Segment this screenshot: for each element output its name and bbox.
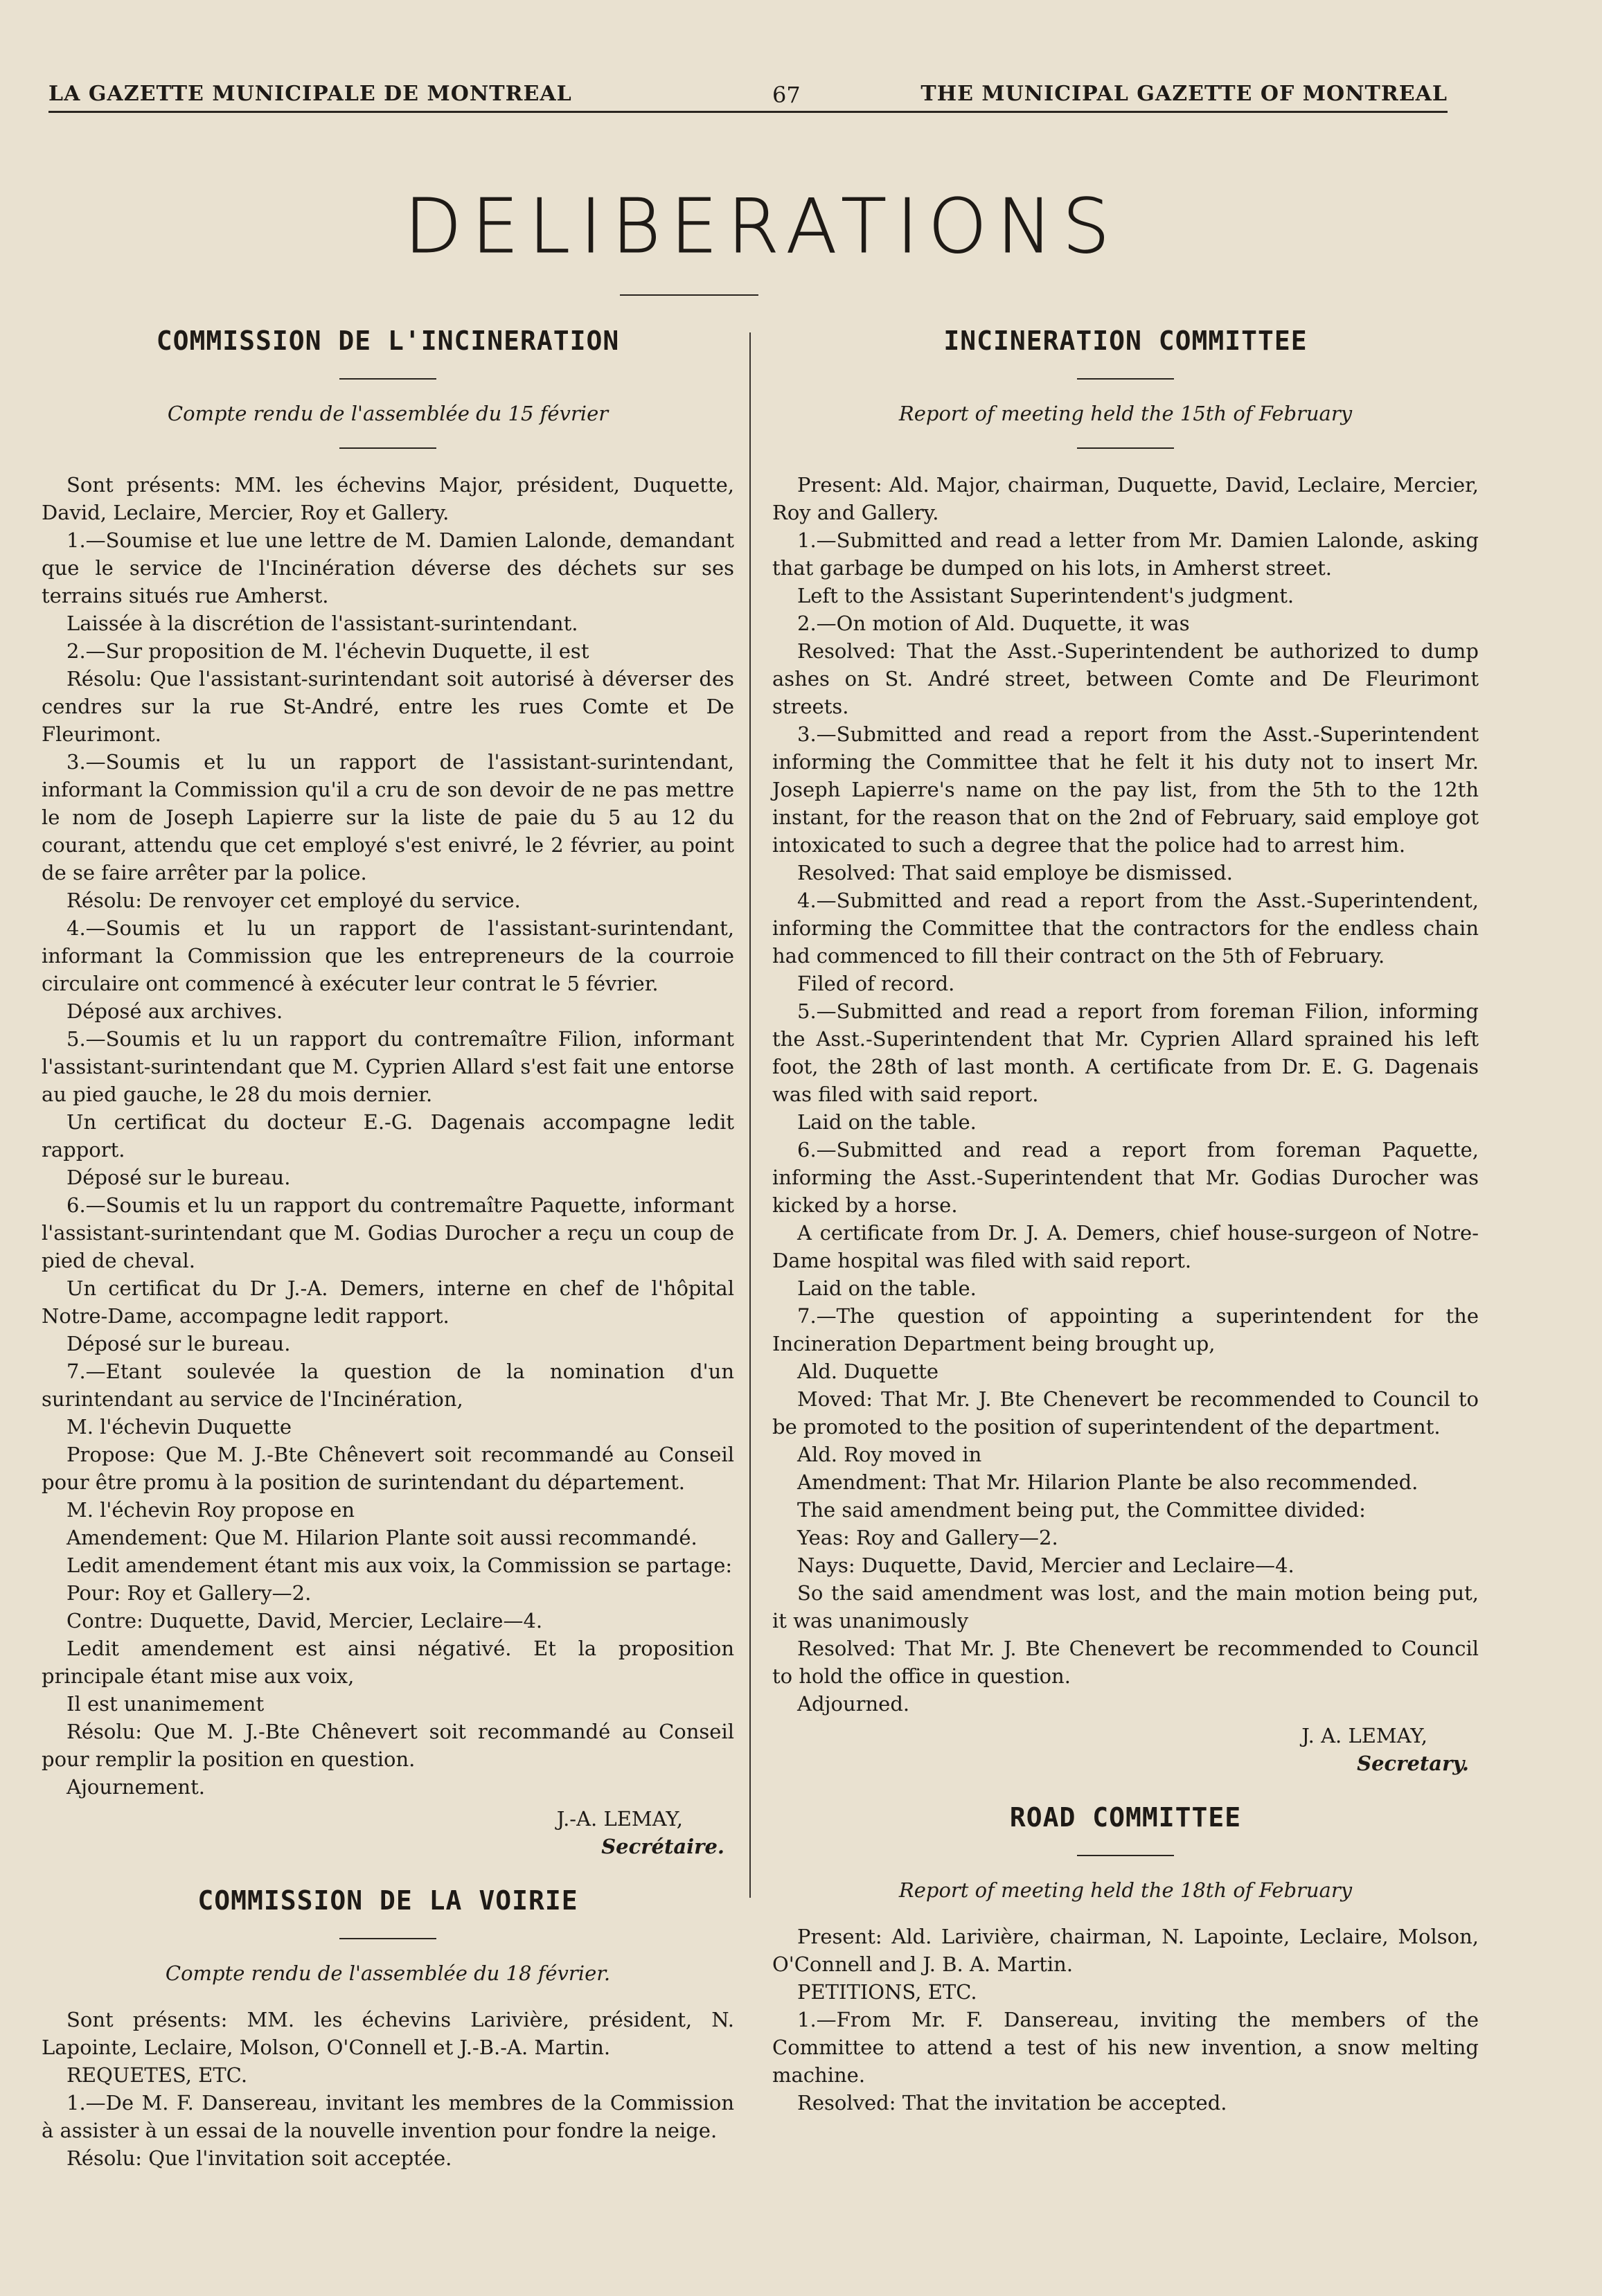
paragraph: Un certificat du Dr J.-A. Demers, interne en chef de l'hôpital Notre-Dame, accompagne ledit rapport. <box>42 1276 734 1328</box>
signature-role: Secrétaire. <box>601 1835 724 1858</box>
paragraph: Résolu: De renvoyer cet employé du service. <box>66 889 521 912</box>
paragraph: Resolved: That the Asst.-Superintendent be authorized to dump ashes on St. André street, between Comte and De Fleurimont streets. <box>772 639 1479 718</box>
english-column <box>772 326 1479 2117</box>
paragraph: Filed of record. <box>797 972 955 995</box>
section-subtitle: Report of meeting held the 18th of February <box>898 1878 1353 1902</box>
paragraph: Present: Ald. Major, chairman, Duquette, David, Leclaire, Mercier, Roy and Gallery. <box>772 473 1479 524</box>
paragraph: Ald. Duquette <box>797 1360 939 1383</box>
section-title: INCINERATION COMMITTEE <box>943 326 1308 356</box>
french-column <box>42 326 734 2172</box>
paragraph: PETITIONS, ETC. <box>797 1980 977 2004</box>
paragraph: Sont présents: MM. les échevins Major, président, Duquette, David, Leclaire, Mercier, Roy et Gallery. <box>42 473 734 524</box>
section-subtitle: Report of meeting held the 15th of February <box>898 402 1353 425</box>
paragraph: Pour: Roy et Gallery—2. <box>66 1581 312 1605</box>
paragraph: Propose: Que M. J.-Bte Chênevert soit recommandé au Conseil pour être promu à la position de surintendant du département. <box>42 1443 734 1494</box>
paragraph: Sont présents: MM. les échevins Larivière, président, N. Lapointe, Leclaire, Molson, O'Connell et J.-B.-A. Martin. <box>42 2008 734 2059</box>
paragraph: Yeas: Roy and Gallery—2. <box>797 1526 1058 1549</box>
paragraph: 7.—Etant soulevée la question de la nomination d'un surintendant au service de l'Incinération, <box>42 1360 734 1411</box>
paragraph: Déposé aux archives. <box>66 999 283 1023</box>
section-rule <box>1077 1855 1174 1856</box>
paragraph: 2.—On motion of Ald. Duquette, it was <box>797 612 1190 635</box>
paragraph: Il est unanimement <box>66 1692 265 1716</box>
paragraph: 4.—Submitted and read a report from the Asst.-Superintendent, informing the Committee that the contractors for the endless chain had commenced to fill their contract on the 5th of February. <box>772 889 1479 968</box>
title-rule <box>620 294 758 296</box>
paragraph: 1.—De M. F. Dansereau, invitant les membres de la Commission à assister à un essai de la nouvelle invention pour fondre la neige. <box>42 2091 734 2142</box>
section-subtitle: Compte rendu de l'assemblée du 15 février <box>167 402 609 425</box>
paragraph: Laid on the table. <box>797 1110 977 1134</box>
paragraph: 1.—From Mr. F. Dansereau, inviting the members of the Committee to attend a test of his new invention, a snow melting machine. <box>772 2008 1479 2087</box>
paragraph: 5.—Soumis et lu un rapport du contremaître Filion, informant l'assistant-surintendant que M. Cyprien Allard s'est fait une entorse au pied gauche, le 28 du mois dernier. <box>42 1027 734 1106</box>
paragraph: M. l'échevin Duquette <box>66 1415 292 1439</box>
section-rule <box>1077 378 1174 380</box>
section-body <box>42 2006 734 2172</box>
paragraph: Ledit amendement étant mis aux voix, la Commission se partage: <box>66 1554 733 1577</box>
section-body <box>772 1923 1479 2117</box>
section-incineration-fr <box>42 326 734 1860</box>
paragraph: 6.—Soumis et lu un rapport du contremaître Paquette, informant l'assistant-surintendant que M. Godias Durocher a reçu un coup de pied de cheval. <box>42 1193 734 1272</box>
paragraph: Résolu: Que l'assistant-surintendant soit autorisé à déverser des cendres sur la rue St-André, entre les rues Comte et De Fleurimont. <box>42 667 734 746</box>
section-subtitle: Compte rendu de l'assemblée du 18 février. <box>165 1961 611 1985</box>
section-incineration-en <box>772 326 1479 1777</box>
paragraph: Résolu: Que M. J.-Bte Chênevert soit recommandé au Conseil pour remplir la position en question. <box>42 1720 734 1771</box>
section-title: ROAD COMMITTEE <box>1009 1802 1242 1833</box>
paragraph: Amendement: Que M. Hilarion Plante soit aussi recommandé. <box>66 1526 697 1549</box>
section-rule <box>339 378 436 380</box>
page-header <box>48 75 1448 116</box>
header-title-en: THE MUNICIPAL GAZETTE OF MONTREAL <box>920 82 1448 106</box>
paragraph: Contre: Duquette, David, Mercier, Leclaire—4. <box>66 1609 543 1632</box>
paragraph: Resolved: That said employe be dismissed. <box>797 861 1233 884</box>
paragraph: 5.—Submitted and read a report from foreman Filion, informing the Asst.-Superintendent that Mr. Cyprien Allard sprained his left foot, the 28th of last month. A certificate from Dr. E. G. Dagenais was filed with said report. <box>772 999 1479 1106</box>
signature-name: J. A. LEMAY, <box>1301 1724 1427 1747</box>
paragraph: Résolu: Que l'invitation soit acceptée. <box>66 2146 452 2170</box>
paragraph: Present: Ald. Larivière, chairman, N. Lapointe, Leclaire, Molson, O'Connell and J. B. A. Martin. <box>772 1925 1479 1976</box>
paragraph: 7.—The question of appointing a superintendent for the Incineration Department being brought up, <box>772 1304 1479 1355</box>
paragraph: Laid on the table. <box>797 1276 977 1300</box>
paragraph: 6.—Submitted and read a report from foreman Paquette, informing the Asst.-Superintendent that Mr. Godias Durocher was kicked by a horse. <box>772 1138 1479 1217</box>
paragraph: 1.—Soumise et lue une lettre de M. Damien Lalonde, demandant que le service de l'Incinération déverse des déchets sur ses terrains situés rue Amherst. <box>42 528 734 607</box>
paragraph: REQUETES, ETC. <box>66 2063 248 2087</box>
signature <box>42 1805 734 1860</box>
paragraph: Left to the Assistant Superintendent's judgment. <box>797 584 1294 607</box>
paragraph: Moved: That Mr. J. Bte Chenevert be recommended to Council to be promoted to the position of superintendent of the department. <box>772 1387 1479 1439</box>
section-rule <box>339 447 436 449</box>
section-road-en <box>772 1802 1479 2117</box>
paragraph: 1.—Submitted and read a letter from Mr. Damien Lalonde, asking that garbage be dumped on his lots, in Amherst street. <box>772 528 1479 580</box>
section-body <box>772 471 1479 1718</box>
section-title: COMMISSION DE LA VOIRIE <box>197 1885 578 1916</box>
paragraph: Déposé sur le bureau. <box>66 1332 291 1355</box>
paragraph: 2.—Sur proposition de M. l'échevin Duquette, il est <box>66 639 589 663</box>
paragraph: Ald. Roy moved in <box>797 1443 982 1466</box>
paragraph: Ledit amendement est ainsi négativé. Et la proposition principale étant mise aux voix, <box>42 1637 734 1688</box>
paragraph: Adjourned. <box>797 1692 910 1716</box>
header-title-fr: LA GAZETTE MUNICIPALE DE MONTREAL <box>48 82 572 106</box>
section-body <box>42 471 734 1801</box>
paragraph: Un certificat du docteur E.-G. Dagenais accompagne ledit rapport. <box>42 1110 734 1162</box>
paragraph: Resolved: That Mr. J. Bte Chenevert be recommended to Council to hold the office in question. <box>772 1637 1479 1688</box>
paragraph: Resolved: That the invitation be accepted. <box>797 2091 1227 2115</box>
signature-role: Secretary. <box>1357 1752 1469 1775</box>
paragraph: The said amendment being put, the Committee divided: <box>797 1498 1366 1522</box>
header-rule <box>48 111 1448 113</box>
paragraph: So the said amendment was lost, and the main motion being put, it was unanimously <box>772 1581 1479 1632</box>
paragraph: 3.—Soumis et lu un rapport de l'assistant-surintendant, informant la Commission qu'il a cru de son devoir de ne pas mettre le nom de Joseph Lapierre sur la liste de paie du 5 au 12 du courant, attendu que cet employé s'est enivré, le 2 février, au point de se faire arrêter par la police. <box>42 750 734 884</box>
section-title: COMMISSION DE L'INCINERATION <box>156 326 620 356</box>
paragraph: Laissée à la discrétion de l'assistant-surintendant. <box>66 612 578 635</box>
signature-name: J.-A. LEMAY, <box>556 1807 683 1831</box>
paragraph: Déposé sur le bureau. <box>66 1166 291 1189</box>
section-rule <box>1077 447 1174 449</box>
paragraph: M. l'échevin Roy propose en <box>66 1498 355 1522</box>
signature <box>772 1722 1479 1777</box>
page-number: 67 <box>772 82 801 108</box>
section-rule <box>339 1938 436 1939</box>
column-divider <box>749 332 751 1898</box>
paragraph: 4.—Soumis et lu un rapport de l'assistant-surintendant, informant la Commission que les entrepreneurs de la courroie circulaire ont commencé à exécuter leur contrat le 5 février. <box>42 916 734 995</box>
paragraph: 3.—Submitted and read a report from the Asst.-Superintendent informing the Committee that he felt it his duty not to insert Mr. Joseph Lapierre's name on the pay list, from the 5th to the 12th instant, for the reason that on the 2nd of February, said employe got intoxicated to such a degree that the police had to arrest him. <box>772 722 1479 857</box>
page-title: DELIBERATIONS <box>404 184 1120 270</box>
paragraph: Ajournement. <box>66 1775 205 1799</box>
paragraph: Amendment: That Mr. Hilarion Plante be also recommended. <box>797 1470 1418 1494</box>
paragraph: Nays: Duquette, David, Mercier and Leclaire—4. <box>797 1554 1294 1577</box>
section-road-fr <box>42 1885 734 2172</box>
paragraph: A certificate from Dr. J. A. Demers, chief house-surgeon of Notre-Dame hospital was filed with said report. <box>772 1221 1479 1272</box>
